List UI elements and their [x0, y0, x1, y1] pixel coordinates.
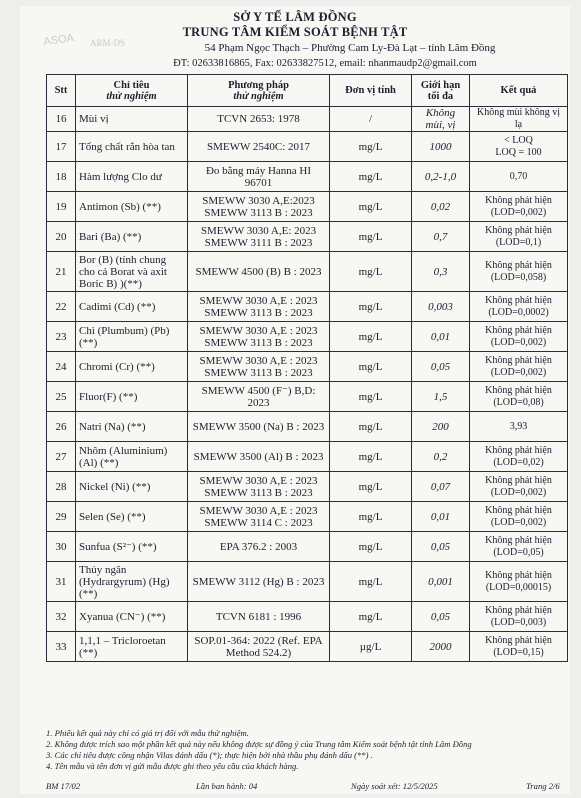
- cell-unit: mg/L: [330, 472, 412, 502]
- header-unit: Đơn vị tính: [330, 75, 412, 107]
- cell-limit: 1000: [412, 132, 470, 162]
- table-header-row: [47, 75, 568, 107]
- footnote: 4. Tên mẫu và tên đơn vị gửi mẫu được ghi theo yêu cầu của khách hàng.: [46, 761, 299, 771]
- cell-method: SMEWW 4500 (B) B : 2023: [188, 252, 330, 292]
- cell-stt: 22: [47, 292, 76, 322]
- department-name: SỞ Y TẾ LÂM ĐỒNG: [233, 10, 357, 24]
- cell-param: Bor (B) (tính chung cho cả Borat và axit Boric B) )(**): [76, 252, 188, 292]
- cell-limit: 2000: [412, 632, 470, 662]
- cell-param: Mùi vị: [76, 107, 188, 132]
- cell-param: Selen (Se) (**): [76, 502, 188, 532]
- cell-param: Nhôm (Aluminium) (Al) (**): [76, 442, 188, 472]
- cell-param: Fluor(F) (**): [76, 382, 188, 412]
- cell-limit: 0,07: [412, 472, 470, 502]
- cell-stt: 23: [47, 322, 76, 352]
- center-name: TRUNG TÂM KIỂM SOÁT BỆNH TẬT: [182, 25, 408, 39]
- table-row: [47, 442, 568, 472]
- cell-result: < LOQ LOQ = 100: [470, 132, 568, 162]
- cell-result: Không phát hiện (LOD=0,002): [470, 502, 568, 532]
- footnotes: [46, 728, 567, 772]
- cell-method: SMEWW 3030 A,E : 2023 SMEWW 3113 B : 2023: [188, 472, 330, 502]
- footnote: 1. Phiếu kết quả này chỉ có giá trị đối với mẫu thử nghiệm.: [46, 728, 249, 738]
- cell-limit: 0,001: [412, 562, 470, 602]
- cell-unit: mg/L: [330, 322, 412, 352]
- cell-stt: 25: [47, 382, 76, 412]
- cell-stt: 16: [47, 107, 76, 132]
- cell-limit: 0,3: [412, 252, 470, 292]
- review-date: Ngày soát xét: 12/5/2025: [351, 781, 438, 791]
- cell-result: 3,93: [470, 412, 568, 442]
- cell-method: TCVN 6181 : 1996: [188, 602, 330, 632]
- table-row: [47, 222, 568, 252]
- cell-param: Tổng chất rắn hòa tan: [76, 132, 188, 162]
- cell-unit: mg/L: [330, 442, 412, 472]
- cell-result: Không phát hiện (LOD=0,002): [470, 472, 568, 502]
- cell-limit: 0,05: [412, 352, 470, 382]
- cell-unit: mg/L: [330, 222, 412, 252]
- table-row: [47, 562, 568, 602]
- cell-param: Chromi (Cr) (**): [76, 352, 188, 382]
- cell-param: Sunfua (S²⁻) (**): [76, 532, 188, 562]
- cell-method: TCVN 2653: 1978: [188, 107, 330, 132]
- form-code: BM 17/02: [46, 781, 81, 791]
- cell-limit: 0,01: [412, 502, 470, 532]
- table-row: [47, 352, 568, 382]
- cell-limit: 0,05: [412, 532, 470, 562]
- cell-stt: 19: [47, 192, 76, 222]
- table-row: [47, 132, 568, 162]
- cell-limit: 0,2-1,0: [412, 162, 470, 192]
- cell-param: Antimon (Sb) (**): [76, 192, 188, 222]
- cell-unit: mg/L: [330, 252, 412, 292]
- cell-stt: 28: [47, 472, 76, 502]
- faded-stamp-code: ARM-DS: [90, 38, 126, 48]
- cell-stt: 33: [47, 632, 76, 662]
- cell-param: Bari (Ba) (**): [76, 222, 188, 252]
- cell-param: 1,1,1 – Tricloroetan (**): [76, 632, 188, 662]
- cell-result: Không phát hiện (LOD=0,002): [470, 192, 568, 222]
- results-table: [46, 74, 568, 662]
- cell-stt: 26: [47, 412, 76, 442]
- cell-unit: /: [330, 107, 412, 132]
- cell-method: SMEWW 2540C: 2017: [188, 132, 330, 162]
- header-stt: Stt: [47, 75, 76, 107]
- cell-method: SMEWW 3030 A,E:2023 SMEWW 3113 B : 2023: [188, 192, 330, 222]
- cell-param: Xyanua (CN⁻) (**): [76, 602, 188, 632]
- cell-stt: 17: [47, 132, 76, 162]
- cell-result: Không phát hiện (LOD=0,08): [470, 382, 568, 412]
- cell-method: SMEWW 4500 (F⁻) B,D: 2023: [188, 382, 330, 412]
- cell-unit: mg/L: [330, 412, 412, 442]
- cell-stt: 30: [47, 532, 76, 562]
- cell-method: SMEWW 3500 (Al) B : 2023: [188, 442, 330, 472]
- cell-method: SMEWW 3030 A,E : 2023 SMEWW 3113 B : 2023: [188, 352, 330, 382]
- center-address: 54 Phạm Ngọc Thạch – Phường Cam Ly-Đà Lạt – tỉnh Lâm Đồng: [204, 42, 496, 54]
- cell-result: Không mùi không vị lạ: [470, 107, 568, 132]
- cell-method: SMEWW 3030 A,E: 2023 SMEWW 3111 B : 2023: [188, 222, 330, 252]
- table-row: [47, 472, 568, 502]
- cell-result: Không phát hiện (LOD=0,002): [470, 322, 568, 352]
- cell-result: Không phát hiện (LOD=0,15): [470, 632, 568, 662]
- cell-limit: 200: [412, 412, 470, 442]
- cell-unit: mg/L: [330, 292, 412, 322]
- table-row: [47, 502, 568, 532]
- cell-param: Chì (Plumbum) (Pb) (**): [76, 322, 188, 352]
- cell-param: Thủy ngân (Hydrargyrum) (Hg) (**): [76, 562, 188, 602]
- cell-stt: 27: [47, 442, 76, 472]
- cell-limit: 1,5: [412, 382, 470, 412]
- cell-result: Không phát hiện (LOD=0,00015): [470, 562, 568, 602]
- cell-unit: mg/L: [330, 162, 412, 192]
- table-row: [47, 192, 568, 222]
- table-row: [47, 382, 568, 412]
- header-method: Phương pháp thử nghiệm: [188, 75, 330, 107]
- cell-stt: 24: [47, 352, 76, 382]
- cell-limit: 0,003: [412, 292, 470, 322]
- cell-unit: µg/L: [330, 632, 412, 662]
- cell-unit: mg/L: [330, 352, 412, 382]
- cell-result: Không phát hiện (LOD=0,1): [470, 222, 568, 252]
- cell-method: SMEWW 3030 A,E : 2023 SMEWW 3114 C : 2023: [188, 502, 330, 532]
- cell-param: Nickel (Ni) (**): [76, 472, 188, 502]
- table-row: [47, 532, 568, 562]
- cell-limit: 0,2: [412, 442, 470, 472]
- cell-result: 0,70: [470, 162, 568, 192]
- cell-method: EPA 376.2 : 2003: [188, 532, 330, 562]
- cell-unit: mg/L: [330, 532, 412, 562]
- cell-method: SOP.01-364: 2022 (Ref. EPA Method 524.2): [188, 632, 330, 662]
- table-row: [47, 632, 568, 662]
- cell-stt: 29: [47, 502, 76, 532]
- cell-method: SMEWW 3030 A,E : 2023 SMEWW 3113 B : 2023: [188, 322, 330, 352]
- cell-limit: 0,05: [412, 602, 470, 632]
- header-limit: Giới hạn tối đa: [412, 75, 470, 107]
- table-row: [47, 602, 568, 632]
- cell-limit: 0,7: [412, 222, 470, 252]
- cell-result: Không phát hiện (LOD=0,02): [470, 442, 568, 472]
- cell-result: Không phát hiện (LOD=0,002): [470, 352, 568, 382]
- cell-method: SMEWW 3500 (Na) B : 2023: [188, 412, 330, 442]
- cell-stt: 31: [47, 562, 76, 602]
- center-contact: ĐT: 02633816865, Fax: 02633827512, email: nhanmaudp2@gmail.com: [173, 58, 477, 69]
- cell-limit: 0,01: [412, 322, 470, 352]
- faded-stamp: ASOA: [42, 32, 75, 49]
- table-body: [47, 107, 568, 662]
- header-param: Chỉ tiêu thử nghiệm: [76, 75, 188, 107]
- cell-method: SMEWW 3030 A,E : 2023 SMEWW 3113 B : 2023: [188, 292, 330, 322]
- cell-stt: 20: [47, 222, 76, 252]
- cell-result: Không phát hiện (LOD=0,058): [470, 252, 568, 292]
- cell-result: Không phát hiện (LOD=0,05): [470, 532, 568, 562]
- revision: Lần ban hành: 04: [196, 781, 258, 791]
- cell-stt: 32: [47, 602, 76, 632]
- table-row: [47, 412, 568, 442]
- cell-stt: 18: [47, 162, 76, 192]
- table-row: [47, 107, 568, 132]
- table-row: [47, 292, 568, 322]
- cell-unit: mg/L: [330, 132, 412, 162]
- report-page: [20, 6, 570, 794]
- cell-method: Đo bằng máy Hanna HI 96701: [188, 162, 330, 192]
- footnote: 3. Các chỉ tiêu được công nhận Vilas đánh dấu (*); thực hiện bởi nhà thầu phụ đánh dấu (**) .: [46, 750, 373, 760]
- table-row: [47, 252, 568, 292]
- cell-result: Không phát hiện (LOD=0,0002): [470, 292, 568, 322]
- cell-param: Cadimi (Cd) (**): [76, 292, 188, 322]
- cell-param: Natri (Na) (**): [76, 412, 188, 442]
- page-number: Trang 2/6: [526, 781, 560, 791]
- header-result: Kết quả: [470, 75, 568, 107]
- cell-stt: 21: [47, 252, 76, 292]
- table-row: [47, 322, 568, 352]
- cell-param: Hàm lượng Clo dư: [76, 162, 188, 192]
- cell-limit: Không mùi, vị: [412, 107, 470, 132]
- cell-unit: mg/L: [330, 602, 412, 632]
- cell-limit: 0,02: [412, 192, 470, 222]
- cell-unit: mg/L: [330, 382, 412, 412]
- footnote: 2. Không được trích sao một phần kết quả này nếu không được sự đồng ý của Trung tâm Kiểm soát bệnh tật tỉnh Lâm Đồng: [46, 739, 472, 749]
- cell-unit: mg/L: [330, 192, 412, 222]
- cell-method: SMEWW 3112 (Hg) B : 2023: [188, 562, 330, 602]
- cell-unit: mg/L: [330, 562, 412, 602]
- cell-result: Không phát hiện (LOD=0,003): [470, 602, 568, 632]
- cell-unit: mg/L: [330, 502, 412, 532]
- table-row: [47, 162, 568, 192]
